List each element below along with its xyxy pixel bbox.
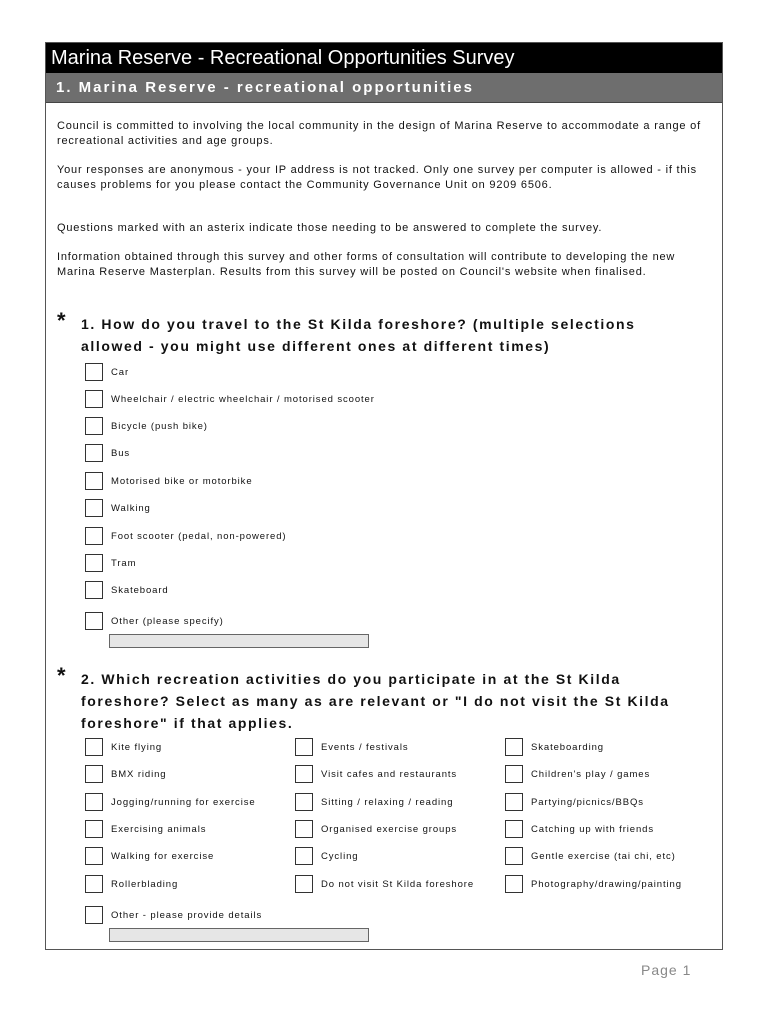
checkbox[interactable] (85, 612, 103, 630)
option-label: Other (please specify) (111, 616, 224, 627)
checkbox[interactable] (85, 906, 103, 924)
intro-paragraph-4: Information obtained through this survey and other forms of consultation will contribute to developing the new Marina Reserve Masterplan. Results from this survey will be posted on Council's website when finalised. (57, 251, 676, 278)
page-number: Page 1 (641, 962, 692, 978)
option-label: Cycling (321, 851, 359, 862)
checkbox[interactable] (85, 527, 103, 545)
option-label: Jogging/running for exercise (111, 797, 256, 808)
section-heading: 1. Marina Reserve - recreational opportunities (46, 73, 722, 103)
option-label: Skateboarding (531, 742, 604, 753)
checkbox[interactable] (85, 738, 103, 756)
checkbox[interactable] (85, 363, 103, 381)
checkbox[interactable] (505, 793, 523, 811)
option-label: Bus (111, 448, 131, 459)
checkbox[interactable] (85, 390, 103, 408)
survey-frame (45, 42, 723, 950)
option-label: Walking (111, 503, 151, 514)
option-label: Children's play / games (531, 769, 651, 780)
checkbox[interactable] (295, 820, 313, 838)
checkbox[interactable] (85, 581, 103, 599)
intro-paragraph-2: Your responses are anonymous - your IP address is not tracked. Only one survey per computer is allowed - if this causes problems for you please contact the Community Governance Unit on 9209 6506. (57, 164, 697, 191)
checkbox[interactable] (505, 738, 523, 756)
option-label: Skateboard (111, 585, 169, 596)
checkbox[interactable] (85, 765, 103, 783)
option-label: Kite flying (111, 742, 163, 753)
q1-other-text-input[interactable] (109, 634, 369, 648)
checkbox[interactable] (85, 499, 103, 517)
required-asterisk: * (57, 308, 66, 333)
option-label: Events / festivals (321, 742, 409, 753)
checkbox[interactable] (295, 847, 313, 865)
option-label: Exercising animals (111, 824, 207, 835)
option-label: Other - please provide details (111, 910, 263, 921)
option-label: Sitting / relaxing / reading (321, 797, 454, 808)
question-2-text: 2. Which recreation activities do you participate in at the St Kilda foreshore? Select as many as are relevant or "I do not visit the St Kilda foreshore" if that applies. (81, 671, 670, 731)
option-label: Wheelchair / electric wheelchair / motorised scooter (111, 394, 375, 405)
option-label: Catching up with friends (531, 824, 654, 835)
checkbox[interactable] (505, 765, 523, 783)
checkbox[interactable] (85, 417, 103, 435)
checkbox[interactable] (85, 554, 103, 572)
survey-title: Marina Reserve - Recreational Opportunities Survey (46, 43, 722, 73)
option-label: BMX riding (111, 769, 167, 780)
intro-paragraph-3: Questions marked with an asterix indicate those needing to be answered to complete the survey. (57, 222, 603, 234)
option-label: Car (111, 367, 130, 378)
option-label: Partying/picnics/BBQs (531, 797, 644, 808)
option-label: Photography/drawing/painting (531, 879, 682, 890)
option-label: Visit cafes and restaurants (321, 769, 458, 780)
option-label: Motorised bike or motorbike (111, 476, 253, 487)
option-label: Do not visit St Kilda foreshore (321, 879, 475, 890)
intro-paragraph-1: Council is committed to involving the local community in the design of Marina Reserve to accommodate a range of recreational activities and age groups. (57, 120, 701, 147)
checkbox[interactable] (85, 793, 103, 811)
checkbox[interactable] (295, 738, 313, 756)
checkbox[interactable] (505, 820, 523, 838)
option-label: Tram (111, 558, 137, 569)
checkbox[interactable] (85, 847, 103, 865)
option-label: Walking for exercise (111, 851, 215, 862)
checkbox[interactable] (85, 820, 103, 838)
checkbox[interactable] (85, 472, 103, 490)
checkbox[interactable] (505, 875, 523, 893)
checkbox[interactable] (295, 875, 313, 893)
question-1-text: 1. How do you travel to the St Kilda foreshore? (multiple selections allowed - you might use different ones at different times) (81, 316, 636, 354)
option-label: Bicycle (push bike) (111, 421, 208, 432)
checkbox[interactable] (295, 765, 313, 783)
required-asterisk: * (57, 663, 66, 688)
option-label: Foot scooter (pedal, non-powered) (111, 531, 287, 542)
checkbox[interactable] (85, 444, 103, 462)
option-label: Rollerblading (111, 879, 179, 890)
option-label: Organised exercise groups (321, 824, 458, 835)
checkbox[interactable] (85, 875, 103, 893)
option-label: Gentle exercise (tai chi, etc) (531, 851, 676, 862)
checkbox[interactable] (295, 793, 313, 811)
q2-other-text-input[interactable] (109, 928, 369, 942)
checkbox[interactable] (505, 847, 523, 865)
